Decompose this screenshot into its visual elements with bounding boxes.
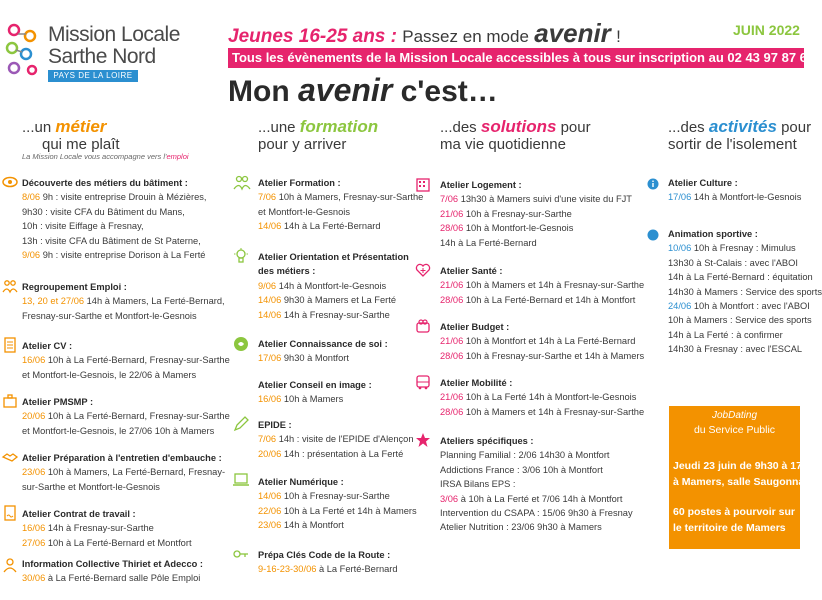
jobdating-date xyxy=(673,458,808,490)
event-line: 20/06 10h à La Ferté-Bernard, Fresnay-sur-Sarthe xyxy=(22,411,230,422)
col1-note-text: La Mission Locale vous accompagne vers l' xyxy=(22,152,167,161)
event-date: 27/06 xyxy=(22,537,48,548)
event-line: et Montfort-le-Gesnois, le 27/06 10h à Mamers xyxy=(22,425,215,436)
mission-locale-logo-icon xyxy=(4,22,48,80)
event-title: Atelier Mobilité : xyxy=(440,378,513,388)
event-line: 16/06 14h à Fresnay-sur-Sarthe xyxy=(22,523,154,534)
event-line: Addictions France : 3/06 10h à Montfort xyxy=(440,464,603,475)
event-date: 9/06 xyxy=(22,250,43,261)
event-date: 14/06 xyxy=(258,491,284,502)
event-date: 9/06 xyxy=(258,280,279,291)
event-title: Animation sportive : xyxy=(668,229,758,239)
health-heart-icon xyxy=(415,262,431,278)
document-icon xyxy=(2,337,18,353)
event-line: 14h à La Ferté : à confirmer xyxy=(668,329,783,340)
col3-head-pre: ...des xyxy=(440,119,477,136)
event-title-cont: des métiers : xyxy=(258,266,316,277)
event-date: 10/06 xyxy=(668,243,694,254)
month-label: JUIN 2022 xyxy=(733,22,800,38)
event-line: 28/06 10h à Mamers et 14h à Fresnay-sur-Sarthe xyxy=(440,406,645,417)
col3-head-line2: ma vie quotidienne xyxy=(440,136,566,153)
event-title: Atelier Formation : xyxy=(258,178,341,188)
event-date: 20/06 xyxy=(22,411,48,422)
event-title: Atelier Culture : xyxy=(668,178,738,188)
jobdating-title: JobDating xyxy=(711,410,758,421)
event-line: 9h30 : visite CFA du Bâtiment du Mans, xyxy=(22,206,185,217)
col4-heading xyxy=(668,118,811,153)
event-item xyxy=(440,434,633,535)
event-date: 8/06 xyxy=(22,192,43,203)
event-item xyxy=(258,378,372,407)
event-item xyxy=(440,376,644,419)
event-item xyxy=(258,176,423,234)
event-title: Ateliers spécifiques : xyxy=(440,436,534,446)
event-line: 14/06 14h à La Ferté-Bernard xyxy=(258,221,381,232)
event-line: 23/06 10h à Mamers, La Ferté-Bernard, Fresnay- xyxy=(22,467,226,478)
event-title: Atelier Budget : xyxy=(440,322,510,332)
pencil-icon xyxy=(233,416,249,432)
event-date: 17/06 xyxy=(258,353,284,364)
event-title: EPIDE : xyxy=(258,420,292,430)
col1-note-emph: emploi xyxy=(166,152,189,161)
event-date: 22/06 xyxy=(258,505,284,516)
wallet-icon xyxy=(415,318,431,334)
sport-dot-icon xyxy=(647,229,659,241)
col2-head-pre: ...une xyxy=(258,119,296,136)
event-line: 14h à La Ferté-Bernard : équitation xyxy=(668,272,813,283)
star-icon xyxy=(415,432,431,448)
event-item xyxy=(258,418,414,461)
event-date: 14/06 xyxy=(258,295,284,306)
event-date: 21/06 xyxy=(440,392,466,403)
event-line: 14/06 14h à Fresnay-sur-Sarthe xyxy=(258,309,390,320)
info-people-icon xyxy=(2,557,18,573)
jobdating-line3: 60 postes à pourvoir sur xyxy=(673,506,795,518)
event-date: 23/06 xyxy=(22,467,48,478)
col2-head-accent: formation xyxy=(299,117,379,136)
event-date: 16/06 xyxy=(258,394,284,405)
event-date: 7/06 xyxy=(440,194,461,205)
event-title: Information Collective Thiriet et Adecco : xyxy=(22,559,203,569)
event-line: 20/06 14h : présentation à La Ferté xyxy=(258,448,404,459)
event-title: Atelier CV : xyxy=(22,341,73,351)
event-line: 24/06 10h à Montfort : avec l'ABOI xyxy=(668,301,810,312)
event-item xyxy=(22,557,203,586)
event-line: 13, 20 et 27/06 14h à Mamers, La Ferté-Bernard, xyxy=(22,296,225,307)
col3-head-accent: solutions xyxy=(480,117,557,136)
tagline-audience: Jeunes 16-25 ans : xyxy=(228,26,397,47)
event-line: Planning Familial : 2/06 14h30 à Montfort xyxy=(440,450,610,461)
event-date: 21/06 xyxy=(440,336,466,347)
page-headline xyxy=(228,72,498,109)
event-line: sur-Sarthe et Montfort-le-Gesnois xyxy=(22,481,160,492)
event-date: 17/06 xyxy=(668,192,694,203)
col1-heading xyxy=(22,118,120,153)
event-line: 13h : visite CFA du Bâtiment de St Paterne, xyxy=(22,235,201,246)
event-item xyxy=(440,178,632,250)
tagline-end: ! xyxy=(616,27,621,46)
event-title: Atelier PMSMP : xyxy=(22,397,94,407)
event-date: 3/06 xyxy=(440,493,461,504)
event-line: 16/06 10h à La Ferté-Bernard, Fresnay-sur-Sarthe xyxy=(22,355,230,366)
event-date: 16/06 xyxy=(22,523,48,534)
event-date: 23/06 xyxy=(258,520,284,531)
event-line: 14/06 10h à Fresnay-sur-Sarthe xyxy=(258,491,390,502)
col4-head-line2: sortir de l'isolement xyxy=(668,136,797,153)
event-line: 7/06 14h : visite de l'EPIDE d'Alençon xyxy=(258,434,414,445)
event-item xyxy=(22,176,207,262)
event-line: 16/06 10h à Mamers xyxy=(258,394,344,405)
event-date: 28/06 xyxy=(440,223,466,234)
event-line: 21/06 10h à Montfort et 14h à La Ferté-Bernard xyxy=(440,336,636,347)
event-date: 28/06 xyxy=(440,406,466,417)
culture-dot-icon xyxy=(647,178,659,190)
event-title: Atelier Santé : xyxy=(440,266,503,276)
event-line: 17/06 9h30 à Montfort xyxy=(258,353,349,364)
event-date: 9-16-23-30/06 xyxy=(258,564,319,575)
event-line: 28/06 10h à Fresnay-sur-Sarthe et 14h à Mamers xyxy=(440,350,645,361)
event-line: 3/06 à 10h à La Ferté et 7/06 14h à Montfort xyxy=(440,493,623,504)
col1-head-accent: métier xyxy=(55,117,107,136)
event-line: 28/06 10h à La Ferté-Bernard et 14h à Montfort xyxy=(440,294,636,305)
event-line: Fresnay-sur-Sarthe et Montfort-le-Gesnois xyxy=(22,310,197,321)
event-line: IRSA Bilans EPS : xyxy=(440,479,516,490)
col1-head-line2: qui me plaît xyxy=(42,136,120,153)
col2-head-line2: pour y arriver xyxy=(258,136,347,153)
event-line: 21/06 10h à Mamers et 14h à Fresnay-sur-Sarthe xyxy=(440,280,645,291)
event-title: Atelier Orientation et Présentation xyxy=(258,252,409,262)
col3-heading xyxy=(440,118,591,153)
people-group-icon xyxy=(2,278,18,294)
event-date: 14/06 xyxy=(258,309,284,320)
event-title: Prépa Clés Code de la Route : xyxy=(258,550,391,560)
event-item xyxy=(440,264,644,307)
tagline-middle: Passez en mode xyxy=(402,27,529,46)
event-date: 28/06 xyxy=(440,350,466,361)
tagline xyxy=(228,18,621,49)
event-item xyxy=(258,548,398,577)
event-title: Regroupement Emploi : xyxy=(22,282,127,292)
event-title: Atelier Contrat de travail : xyxy=(22,509,136,519)
event-line: 10/06 10h à Fresnay : Mimulus xyxy=(668,243,796,254)
event-line: 9/06 14h à Montfort-le-Gesnois xyxy=(258,280,387,291)
event-date: 28/06 xyxy=(440,294,466,305)
event-line: 28/06 10h à Montfort-le-Gesnois xyxy=(440,223,574,234)
event-line: 14h30 à Mamers : Service des sports xyxy=(668,286,822,297)
event-line: 23/06 14h à Montfort xyxy=(258,520,344,531)
event-line: Atelier Nutrition : 23/06 9h30 à Mamers xyxy=(440,522,602,533)
event-line: et Montfort-le-Gesnois xyxy=(258,206,350,217)
key-icon xyxy=(233,546,249,562)
laptop-icon xyxy=(233,473,249,487)
handshake-icon xyxy=(2,449,18,465)
col4-head-post: pour xyxy=(781,119,812,136)
bus-icon xyxy=(415,374,431,390)
briefcase-icon xyxy=(2,393,18,409)
col1-head-pre: ...un xyxy=(22,119,52,136)
event-line: 14h à La Ferté-Bernard xyxy=(440,237,537,248)
event-date: 21/06 xyxy=(440,280,466,291)
jobdating-box xyxy=(669,406,809,549)
event-date: 7/06 xyxy=(258,434,279,445)
jobdating-line2: à Mamers, salle Saugonna xyxy=(673,476,805,488)
tagline-emphasis: avenir xyxy=(534,18,611,48)
event-date: 16/06 xyxy=(22,355,48,366)
event-line: 8/06 9h : visite entreprise Drouin à Mézières, xyxy=(22,192,207,203)
event-line: 7/06 10h à Mamers, Fresnay-sur-Sarthe xyxy=(258,192,424,203)
event-item xyxy=(668,176,801,205)
event-line: 7/06 13h30 à Mamers suivi d'une visite du FJT xyxy=(440,194,632,205)
headline-emphasis: avenir xyxy=(297,72,393,108)
headline-part-c: c'est… xyxy=(400,75,498,108)
event-title: Découverte des métiers du bâtiment : xyxy=(22,178,188,188)
col2-heading xyxy=(258,118,378,153)
event-item xyxy=(22,339,230,382)
lightbulb-icon xyxy=(233,248,249,264)
org-name-line1: Mission Locale xyxy=(48,23,180,46)
event-item xyxy=(22,451,225,494)
event-line: 14h30 à Fresnay : avec l'ESCAL xyxy=(668,344,803,355)
eye-icon xyxy=(2,174,18,190)
event-date: 7/06 xyxy=(258,192,279,203)
event-date: 20/06 xyxy=(258,448,284,459)
event-line: 17/06 14h à Montfort-le-Gesnois xyxy=(668,192,802,203)
col3-head-post: pour xyxy=(560,119,591,136)
event-date: 14/06 xyxy=(258,221,284,232)
event-date: 13, 20 et 27/06 xyxy=(22,296,87,307)
event-line: 21/06 10h à La Ferté 14h à Montfort-le-Gesnois xyxy=(440,392,637,403)
event-line: 9/06 9h : visite entreprise Dorison à La Ferté xyxy=(22,250,206,261)
org-name-line2: Sarthe Nord xyxy=(48,45,156,68)
event-title: Atelier Conseil en image : xyxy=(258,380,372,390)
event-line: 10h à Mamers : Service des sports xyxy=(668,315,812,326)
event-line: 14/06 9h30 à Mamers et La Ferté xyxy=(258,295,396,306)
event-item xyxy=(22,395,230,438)
event-date: 21/06 xyxy=(440,208,466,219)
jobdating-line1: Jeudi 23 juin de 9h30 à 17h xyxy=(673,460,809,472)
event-line: et Montfort-le-Gesnois, le 22/06 à Mamers xyxy=(22,369,197,380)
col4-head-accent: activités xyxy=(708,117,777,136)
event-item xyxy=(22,507,192,550)
event-line: Intervention du CSAPA : 15/06 9h30 à Fresnay xyxy=(440,508,633,519)
jobdating-line4: le territoire de Mamers xyxy=(673,522,786,534)
jobdating-jobs xyxy=(673,504,795,536)
event-item xyxy=(258,475,417,533)
event-line: 22/06 10h à La Ferté et 14h à Mamers xyxy=(258,505,417,516)
event-date: 30/06 xyxy=(22,573,48,584)
col4-head-pre: ...des xyxy=(668,119,705,136)
event-line: 27/06 10h à La Ferté-Bernard et Montfort xyxy=(22,537,192,548)
region-badge: PAYS DE LA LOIRE xyxy=(48,70,138,82)
event-item xyxy=(440,320,644,363)
event-title: Atelier Connaissance de soi : xyxy=(258,339,388,349)
brain-icon xyxy=(233,336,249,352)
event-title: Atelier Préparation à l'entretien d'embauche : xyxy=(22,453,222,463)
event-item xyxy=(22,280,225,323)
event-item xyxy=(258,337,388,366)
jobdating-subtitle: du Service Public xyxy=(693,424,776,436)
contract-icon xyxy=(2,505,18,521)
event-item xyxy=(258,250,409,322)
headline-part-a: Mon xyxy=(228,75,290,108)
event-item xyxy=(668,227,822,357)
info-banner: Tous les évènements de la Mission Locale accessibles à tous sur inscription au 02 43 97 87 65. xyxy=(228,48,804,68)
event-line: 30/06 à La Ferté-Bernard salle Pôle Emploi xyxy=(22,573,201,584)
event-title: Atelier Logement : xyxy=(440,180,522,190)
event-line: 21/06 10h à Fresnay-sur-Sarthe xyxy=(440,208,572,219)
event-title: Atelier Numérique : xyxy=(258,477,344,487)
event-line: 9-16-23-30/06 à La Ferté-Bernard xyxy=(258,564,398,575)
event-line: 10h : visite Eiffage à Fresnay, xyxy=(22,221,144,232)
event-line: 13h30 à St-Calais : avec l'ABOI xyxy=(668,257,798,268)
event-date: 24/06 xyxy=(668,301,694,312)
group-icon xyxy=(233,174,251,190)
col1-note xyxy=(22,152,189,161)
